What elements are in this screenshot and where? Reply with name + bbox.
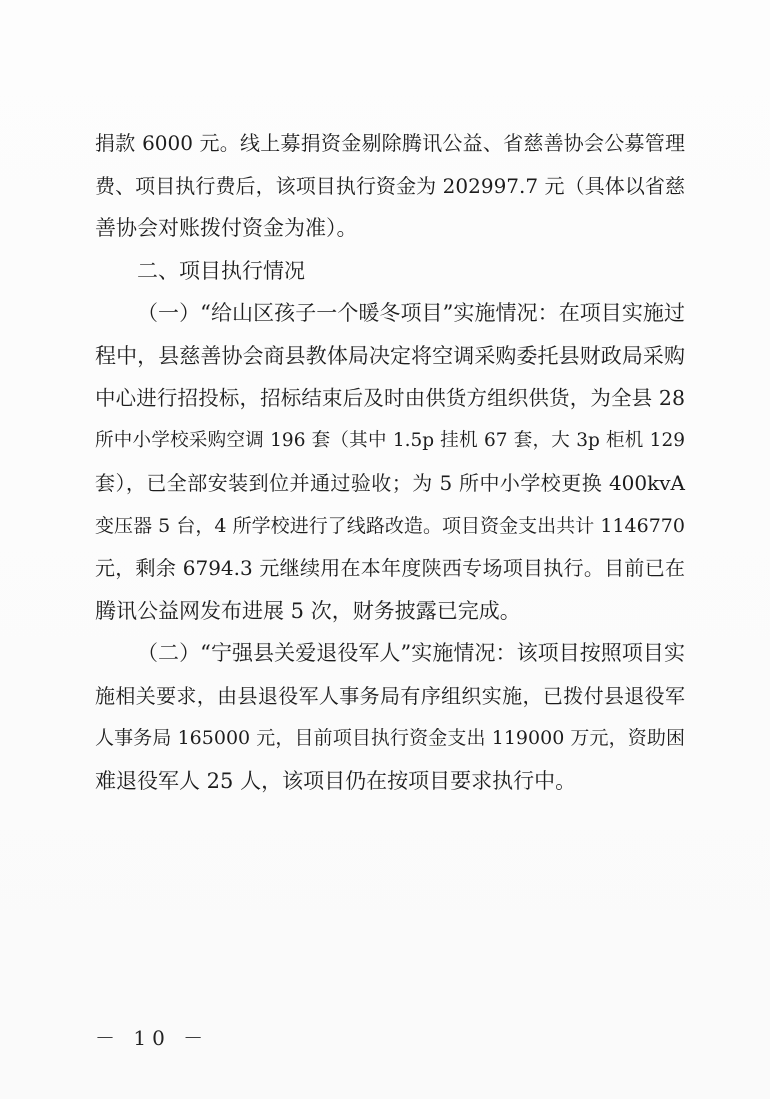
section-heading: 二、项目执行情况 [137, 258, 305, 283]
paragraph-line-1: 捐款 6000 元。线上募捐资金剔除腾讯公益、省慈善协会公募管理 [95, 131, 685, 155]
paragraph-line-5: （一）“给山区孩子一个暖冬项目”实施情况：在项目实施过 [137, 301, 685, 325]
paragraph-line-14: 施相关要求，由县退役军人事务局有序组织实施，已拨付县退役军 [95, 683, 685, 708]
paragraph-line-8: 所中小学校采购空调 196 套（其中 1.5p 挂机 67 套，大 3p 柜机 129 [95, 429, 685, 451]
body-text [95, 122, 685, 802]
paragraph-line-13: （二）“宁强县关爱退役军人”实施情况：该项目按照项目实 [137, 641, 685, 665]
paragraph-line-9: 套），已全部安装到位并通过验收；为 5 所中小学校更换 400kvA [95, 471, 685, 495]
paragraph-line-10: 变压器 5 台，4 所学校进行了线路改造。项目资金支出共计 1146770 [95, 514, 685, 537]
paragraph-line-16: 难退役军人 25 人，该项目仍在按项目要求执行中。 [95, 768, 577, 793]
paragraph-line-3: 善协会对账拨付资金为准）。 [95, 216, 358, 240]
paragraph-line-2: 费、项目执行费后，该项目执行资金为 202997.7 元（具体以省慈 [95, 173, 685, 198]
paragraph-line-12: 腾讯公益网发布进展 5 次，财务披露已完成。 [95, 598, 521, 623]
paragraph-line-6: 程中，县慈善协会商县教体局决定将空调采购委托县财政局采购 [95, 343, 685, 368]
paragraph-line-15: 人事务局 165000 元，目前项目执行资金支出 119000 万元，资助困 [95, 727, 685, 749]
page-number: － 10 － [95, 1026, 210, 1050]
paragraph-line-11: 元，剩余 6794.3 元继续用在本年度陕西专场项目执行。目前已在 [95, 556, 685, 580]
paragraph-line-7: 中心进行招投标，招标结束后及时由供货方组织供货，为全县 28 [95, 386, 685, 410]
